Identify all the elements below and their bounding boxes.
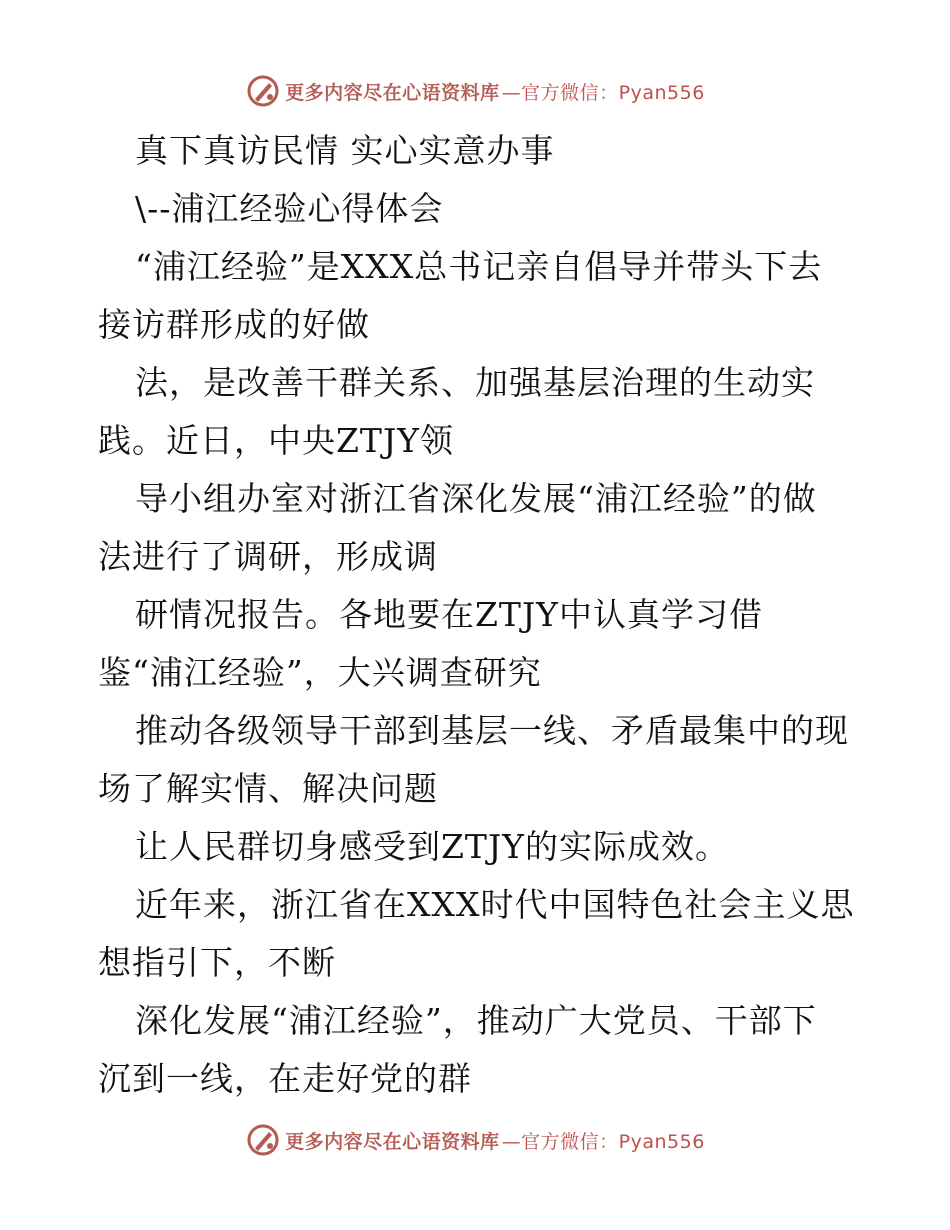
- pen-logo-icon: [245, 1122, 281, 1158]
- text-line: 近年来，浙江省在XXX时代中国特色社会主义思: [135, 885, 855, 924]
- pen-logo-icon: [245, 73, 281, 109]
- watermark-contact: —官方微信：Pyan556: [501, 81, 705, 104]
- watermark-text: 更多内容尽在心语资料库: [285, 81, 500, 104]
- text-line: 导小组办室对浙江省深化发展“浦江经验”的做: [135, 479, 817, 518]
- text-line: 想指引下，不断: [98, 943, 336, 982]
- text-line: 让人民群切身感受到ZTJY的实际成效。: [135, 827, 729, 866]
- document-body: [98, 122, 858, 1108]
- text-line: 深化发展“浦江经验”，推动广大党员、干部下: [135, 1001, 817, 1040]
- footer-watermark: [0, 1120, 950, 1160]
- text-line: 真下真访民情 实心实意办事: [135, 131, 555, 170]
- text-line: 场了解实情、解决问题: [98, 769, 438, 808]
- text-line: “浦江经验”是XXX总书记亲自倡导并带头下去: [135, 247, 823, 286]
- watermark-contact: —官方微信：Pyan556: [501, 1130, 705, 1153]
- text-line: 鉴“浦江经验”，大兴调查研究: [98, 653, 542, 692]
- text-line: 沉到一线，在走好党的群: [98, 1059, 472, 1098]
- header-watermark: [0, 71, 950, 111]
- text-line: \--浦江经验心得体会: [135, 189, 444, 228]
- text-line: 法进行了调研，形成调: [98, 537, 438, 576]
- text-line: 践。近日，中央ZTJY领: [98, 421, 454, 460]
- text-line: 接访群形成的好做: [98, 305, 370, 344]
- watermark-text: 更多内容尽在心语资料库: [285, 1130, 500, 1153]
- text-line: 研情况报告。各地要在ZTJY中认真学习借: [135, 595, 763, 634]
- text-line: 推动各级领导干部到基层一线、矛盾最集中的现: [135, 711, 849, 750]
- text-line: 法，是改善干群关系、加强基层治理的生动实: [135, 363, 815, 402]
